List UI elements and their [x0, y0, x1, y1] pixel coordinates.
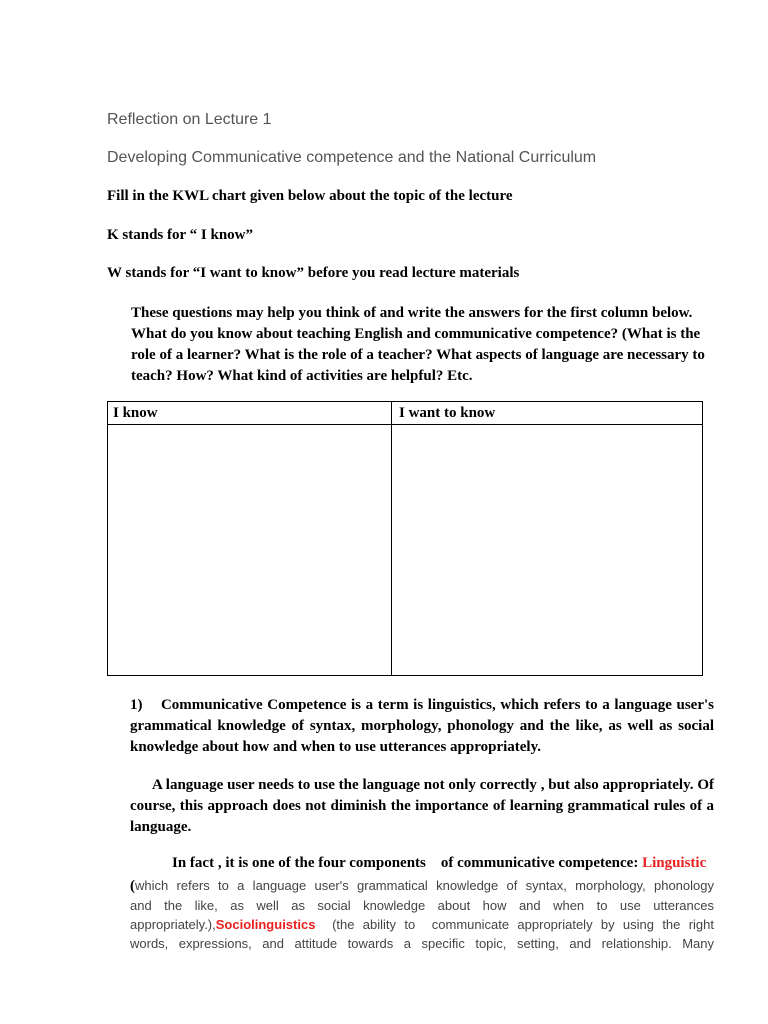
paragraph-line	[130, 915, 714, 934]
paragraph-components-intro	[172, 855, 706, 872]
guiding-questions-line: These questions may help you think of and write the answers for the first column below.	[131, 305, 693, 321]
instruction-k-meaning: K stands for “ I know”	[107, 227, 254, 243]
paragraph-line: knowledge about how and when to use utterances appropriately.	[130, 739, 542, 755]
paragraph-line	[130, 876, 714, 896]
page-title: Reflection on Lecture 1	[107, 111, 272, 128]
kwl-chart-table	[107, 401, 703, 676]
paragraph-line: words, expressions, and attitude towards a specific topic, setting, and relationship. Many	[130, 936, 714, 951]
kwl-cell-i-want-to-know[interactable]	[392, 425, 702, 675]
paragraph-line: course, this approach does not diminish the importance of learning grammatical rules of a	[130, 798, 714, 814]
paragraph-line: language.	[130, 819, 192, 835]
kwl-header-i-want-to-know: I want to know	[399, 405, 496, 421]
paragraph-line-text: appropriately.),	[130, 917, 216, 932]
paragraph-components-body	[130, 876, 714, 953]
guiding-questions	[131, 303, 705, 387]
term-sociolinguistics: Sociolinguistics	[215, 917, 316, 932]
components-intro-text: In fact , it is one of the four components of communicative competence:	[172, 855, 643, 871]
guiding-questions-line: role of a learner? What is the role of a teacher? What aspects of language are necessary to	[131, 347, 705, 363]
paragraph-appropriateness	[130, 775, 714, 838]
paragraph-line-text: (the ability to communicate appropriately by using the right	[315, 917, 714, 932]
page-subtitle: Developing Communicative competence and the National Curriculum	[107, 149, 597, 166]
paragraph-communicative-competence	[130, 695, 714, 758]
paragraph-line: 1) Communicative Competence is a term is linguistics, which refers to a language user's	[130, 697, 714, 713]
guiding-questions-line: teach? How? What kind of activities are helpful? Etc.	[131, 368, 473, 384]
open-parenthesis: (	[130, 878, 135, 894]
kwl-cell-i-know[interactable]	[108, 425, 391, 675]
guiding-questions-line: What do you know about teaching English and communicative competence? (What is the	[131, 326, 701, 342]
kwl-header-i-know: I know	[113, 405, 158, 421]
instruction-w-meaning: W stands for “I want to know” before you read lecture materials	[107, 265, 520, 281]
paragraph-line: grammatical knowledge of syntax, morphology, phonology and the like, as well as social	[130, 718, 714, 734]
instruction-fill-chart: Fill in the KWL chart given below about the topic of the lecture	[107, 188, 513, 204]
term-linguistic: Linguistic	[642, 855, 707, 871]
paragraph-line: A language user needs to use the language not only correctly , but also appropriately. Of	[130, 777, 714, 793]
paragraph-line: and the like, as well as social knowledge about how and when to use utterances	[130, 898, 714, 913]
paragraph-line-text: which refers to a language user's grammatical knowledge of syntax, morphology, phonology	[135, 878, 714, 893]
